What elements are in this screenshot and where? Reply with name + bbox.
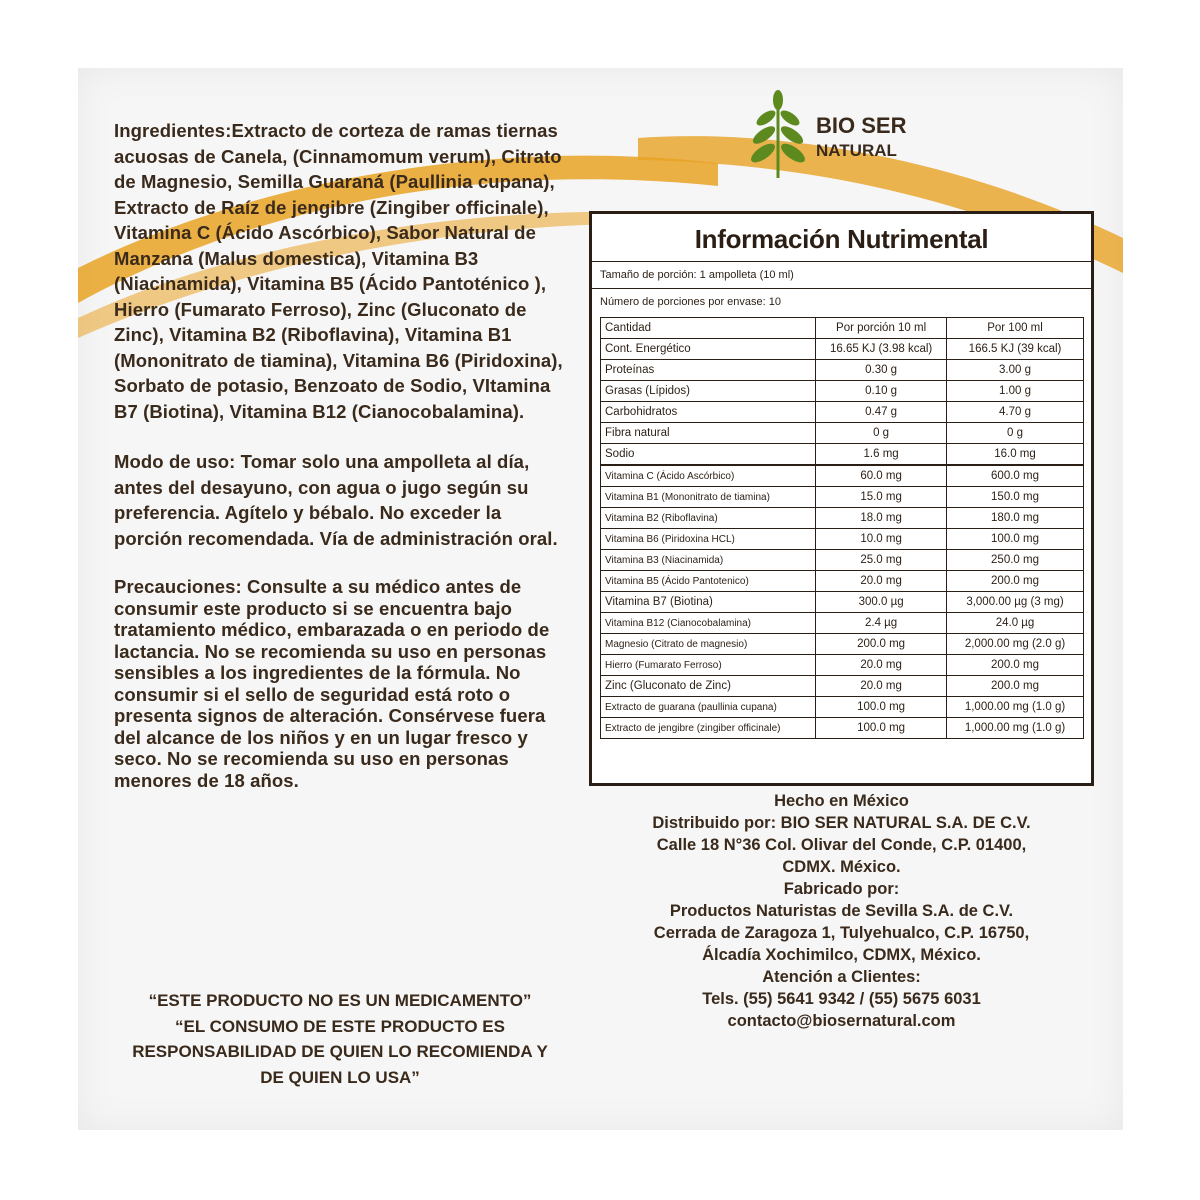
- nutrition-row: [601, 444, 1084, 466]
- nutrition-row: [601, 402, 1084, 423]
- per-serving-value: 25.0 mg: [816, 550, 947, 571]
- per-serving-value: 20.0 mg: [816, 571, 947, 592]
- nutrition-row: [601, 487, 1084, 508]
- per-100ml-value: 180.0 mg: [947, 508, 1084, 529]
- nutrient-name: Extracto de jengibre (zingiber officinale): [601, 718, 816, 739]
- disclaimer: [102, 988, 578, 1090]
- brand-line1: BIO SER: [816, 113, 907, 138]
- nutrition-row: [601, 676, 1084, 697]
- per-serving-value: 300.0 µg: [816, 592, 947, 613]
- per-100ml-value: 1,000.00 mg (1.0 g): [947, 718, 1084, 739]
- per-serving-value: 0.47 g: [816, 402, 947, 423]
- nutrition-row: [601, 423, 1084, 444]
- company-info: [589, 790, 1094, 1032]
- nutrient-name: Magnesio (Citrato de magnesio): [601, 634, 816, 655]
- nutrient-name: Fibra natural: [601, 423, 816, 444]
- nutrition-row: [601, 613, 1084, 634]
- nutrition-header-cell: Cantidad: [601, 318, 816, 339]
- nutrient-name: Vitamina B6 (Piridoxina HCL): [601, 529, 816, 550]
- nutrition-row: [601, 508, 1084, 529]
- nutrition-title: Información Nutrimental: [694, 224, 989, 254]
- made-in: Hecho en México: [774, 792, 909, 810]
- left-column: [114, 118, 564, 816]
- per-100ml-value: 166.5 KJ (39 kcal): [947, 339, 1084, 360]
- brand-name: [816, 112, 906, 161]
- brand-line2: NATURAL: [816, 140, 897, 160]
- nutrition-row: [601, 697, 1084, 718]
- per-100ml-value: 200.0 mg: [947, 655, 1084, 676]
- nutrition-table: [600, 317, 1084, 739]
- per-serving-value: 16.65 KJ (3.98 kcal): [816, 339, 947, 360]
- nutrition-row: [601, 465, 1084, 487]
- nutrition-row: [601, 592, 1084, 613]
- per-100ml-value: 0 g: [947, 423, 1084, 444]
- per-100ml-value: 16.0 mg: [947, 444, 1084, 466]
- ingredients-text: Ingredientes:Extracto de corteza de ramas tiernas acuosas de Canela, (Cinnamomum verum), Citrato de Magnesio, Semilla Guaraná (Paullinia cupana), Extracto de Raíz de jengibre (Zingiber officinale), Vitamina C (Ácido Ascórbico), Sabor Natural de Manzana (Malus domestica), Vitamina B3 (Niacinamida), Vitamina B5 (Ácido Pantoténico ), Hierro (Fumarato Ferroso), Zinc (Gluconato de Zinc), Vitamina B2 (Riboflavina), Vitamina B1 (Mononitrato de tiamina), Vitamina B6 (Piridoxina), Sorbato de potasio, Benzoato de Sodio, VItamina B7 (Biotina), Vitamina B12 (Cianocobalamina).: [114, 120, 563, 422]
- label-panel: [78, 68, 1123, 1130]
- nutrition-row: [601, 571, 1084, 592]
- per-100ml-value: 200.0 mg: [947, 571, 1084, 592]
- per-serving-value: 15.0 mg: [816, 487, 947, 508]
- precautions-text: Precauciones: Consulte a su médico antes de consumir este producto si se encuentra bajo tratamiento médico, embarazada o en periodo de lactancia. No se recomienda su uso en personas sensibles a los ingredientes de la fórmula. No consumir si el sello de seguridad está roto o presenta signos de alteración. Consérvese fuera del alcance de los niños y en un lugar fresco y seco. No se recomienda su uso en personas menores de 18 años.: [114, 576, 550, 791]
- customer-service-label: Atención a Clientes:: [762, 968, 921, 986]
- usage-text: Modo de uso: Tomar solo una ampolleta al día, antes del desayuno, con agua o jugo según su preferencia. Agítelo y bébalo. No exceder la porción recomendada. Vía de administración oral.: [114, 451, 558, 549]
- nutrient-name: Carbohidratos: [601, 402, 816, 423]
- per-serving-value: 200.0 mg: [816, 634, 947, 655]
- manufacturer-city: Álcadía Xochimilco, CDMX, México.: [702, 946, 981, 964]
- nutrition-row: [601, 634, 1084, 655]
- per-serving-value: 18.0 mg: [816, 508, 947, 529]
- nutrition-facts-box: [589, 211, 1094, 786]
- per-serving-value: 100.0 mg: [816, 718, 947, 739]
- per-serving-value: 20.0 mg: [816, 655, 947, 676]
- per-100ml-value: 4.70 g: [947, 402, 1084, 423]
- per-serving-value: 1.6 mg: [816, 444, 947, 466]
- nutrient-name: Vitamina B2 (Riboflavina): [601, 508, 816, 529]
- per-100ml-value: 600.0 mg: [947, 465, 1084, 487]
- contact-email: contacto@biosernatural.com: [727, 1012, 956, 1030]
- nutrition-header-cell: Por 100 ml: [947, 318, 1084, 339]
- per-100ml-value: 100.0 mg: [947, 529, 1084, 550]
- nutrient-name: Grasas (Lípidos): [601, 381, 816, 402]
- nutrition-row: [601, 339, 1084, 360]
- nutrition-row: [601, 550, 1084, 571]
- phone-numbers: Tels. (55) 5641 9342 / (55) 5675 6031: [702, 990, 981, 1008]
- nutrient-name: Vitamina B7 (Biotina): [601, 592, 816, 613]
- nutrition-row: [601, 529, 1084, 550]
- per-serving-value: 2.4 µg: [816, 613, 947, 634]
- per-100ml-value: 2,000.00 mg (2.0 g): [947, 634, 1084, 655]
- per-100ml-value: 1,000.00 mg (1.0 g): [947, 697, 1084, 718]
- nutrient-name: Hierro (Fumarato Ferroso): [601, 655, 816, 676]
- servings-per-container: Número de porciones por envase: 10: [592, 288, 1091, 315]
- manufactured-by-label: Fabricado por:: [783, 880, 900, 898]
- distributor-city: CDMX. México.: [782, 858, 901, 876]
- nutrient-name: Vitamina B3 (Niacinamida): [601, 550, 816, 571]
- disclaimer-line: DE QUIEN LO USA”: [260, 1067, 420, 1087]
- nutrient-name: Vitamina B1 (Mononitrato de tiamina): [601, 487, 816, 508]
- per-serving-value: 100.0 mg: [816, 697, 947, 718]
- nutrition-header-row: [601, 318, 1084, 339]
- manufacturer: Productos Naturistas de Sevilla S.A. de C.V.: [669, 902, 1014, 920]
- nutrition-row: [601, 381, 1084, 402]
- nutrient-name: Extracto de guarana (paullinia cupana): [601, 697, 816, 718]
- per-100ml-value: 200.0 mg: [947, 676, 1084, 697]
- nutrient-name: Zinc (Gluconato de Zinc): [601, 676, 816, 697]
- per-100ml-value: 3.00 g: [947, 360, 1084, 381]
- nutrition-row: [601, 655, 1084, 676]
- distributor-address: Calle 18 N°36 Col. Olivar del Conde, C.P. 01400,: [656, 836, 1027, 854]
- per-serving-value: 60.0 mg: [816, 465, 947, 487]
- disclaimer-line: “ESTE PRODUCTO NO ES UN MEDICAMENTO”: [148, 991, 532, 1010]
- per-100ml-value: 3,000.00 µg (3 mg): [947, 592, 1084, 613]
- per-100ml-value: 24.0 µg: [947, 613, 1084, 634]
- brand-logo: [748, 90, 948, 185]
- nutrient-name: Vitamina B12 (Cianocobalamina): [601, 613, 816, 634]
- per-100ml-value: 1.00 g: [947, 381, 1084, 402]
- nutrition-row: [601, 718, 1084, 739]
- nutrition-header-cell: Por porción 10 ml: [816, 318, 947, 339]
- nutrient-name: Vitamina B5 (Ácido Pantotenico): [601, 571, 816, 592]
- manufacturer-address: Cerrada de Zaragoza 1, Tulyehualco, C.P. 16750,: [653, 924, 1030, 942]
- distributor: Distribuido por: BIO SER NATURAL S.A. DE C.V.: [652, 814, 1031, 832]
- per-serving-value: 0 g: [816, 423, 947, 444]
- per-serving-value: 10.0 mg: [816, 529, 947, 550]
- per-serving-value: 0.30 g: [816, 360, 947, 381]
- nutrient-name: Vitamina C (Ácido Ascórbico): [601, 465, 816, 487]
- per-100ml-value: 150.0 mg: [947, 487, 1084, 508]
- leaf-branch-icon: [748, 90, 808, 185]
- nutrient-name: Proteínas: [601, 360, 816, 381]
- per-serving-value: 0.10 g: [816, 381, 947, 402]
- nutrient-name: Sodio: [601, 444, 816, 466]
- disclaimer-line: “EL CONSUMO DE ESTE PRODUCTO ES: [175, 1016, 505, 1036]
- serving-size: Tamaño de porción: 1 ampolleta (10 ml): [592, 261, 1091, 288]
- per-100ml-value: 250.0 mg: [947, 550, 1084, 571]
- nutrient-name: Cont. Energético: [601, 339, 816, 360]
- nutrition-row: [601, 360, 1084, 381]
- per-serving-value: 20.0 mg: [816, 676, 947, 697]
- disclaimer-line: RESPONSABILIDAD DE QUIEN LO RECOMIENDA Y: [132, 1042, 548, 1061]
